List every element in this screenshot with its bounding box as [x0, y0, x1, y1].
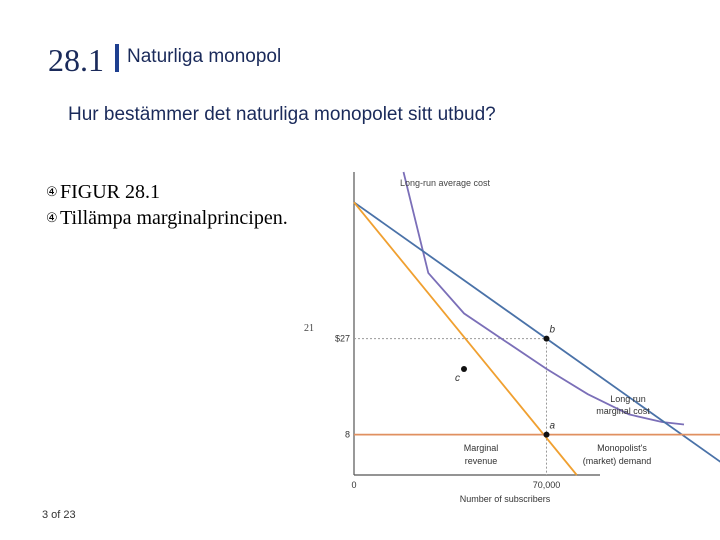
x-tick-label: 70,000	[532, 480, 561, 490]
stray-label: 21	[304, 323, 314, 334]
y-tick-label: 8	[344, 429, 350, 440]
section-number: 28.1	[48, 42, 104, 78]
long-run-average-cost-series	[404, 172, 685, 425]
lrac-label: Long-run average cost	[400, 178, 491, 188]
point-label-c: c	[455, 372, 460, 384]
bullet-text: Tillämpa marginalprincipen.	[60, 207, 288, 229]
section-title: Naturliga monopol	[127, 46, 282, 67]
point-label-b: b	[549, 324, 556, 336]
point-c	[461, 366, 467, 372]
point-label-a: a	[549, 420, 556, 432]
slide-counter: 3 of 23	[42, 509, 76, 521]
y-tick-label: $27	[334, 333, 350, 344]
bullet-icon: ④	[46, 210, 58, 225]
x-tick-label: 0	[351, 480, 357, 490]
lrmc-label-line1: Long run	[610, 394, 646, 404]
mr-label-line2: revenue	[464, 456, 498, 466]
slide-subtitle: Hur bestämmer det naturliga monopolet sitt utbud?	[68, 104, 496, 125]
bullet-text: FIGUR 28.1	[60, 181, 161, 203]
mr-label-line1: Marginal	[463, 443, 499, 453]
bullet-icon: ④	[46, 184, 58, 199]
point-b	[544, 336, 550, 342]
demand-label-line1: Monopolist's	[597, 443, 647, 453]
point-a	[544, 432, 550, 438]
x-axis-label: Number of subscribers	[459, 494, 551, 504]
demand-label-line2: (market) demand	[582, 456, 652, 466]
lrmc-label-line2: marginal cost	[596, 406, 650, 416]
